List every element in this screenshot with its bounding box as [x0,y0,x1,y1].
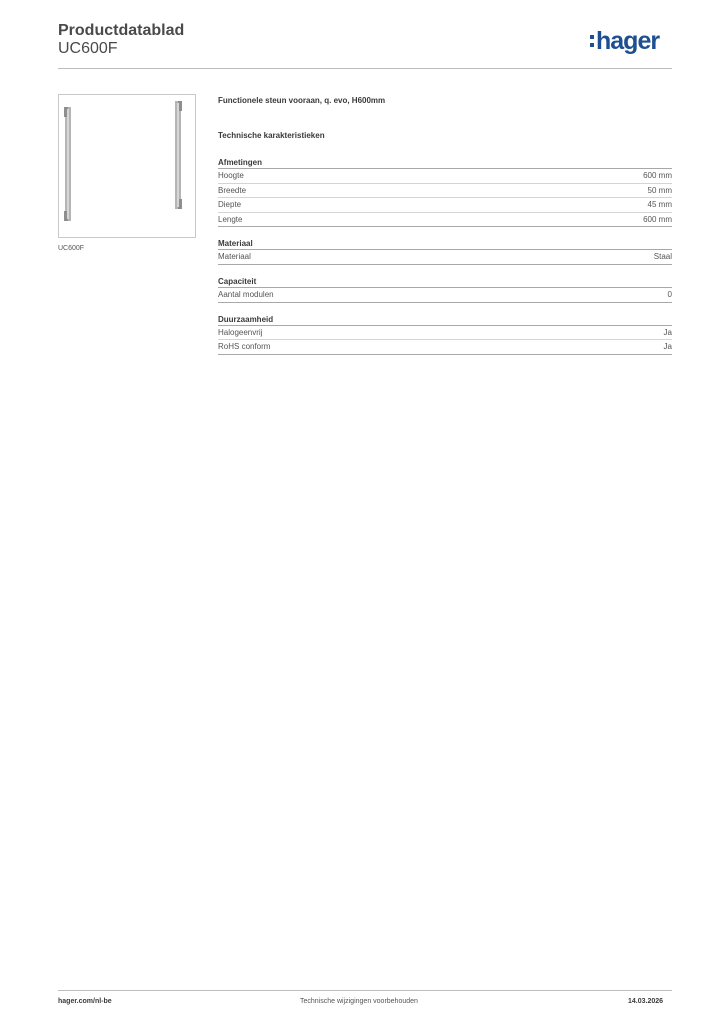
spec-label: RoHS conform [218,342,271,352]
logo-text: hager [596,26,660,55]
image-caption: UC600F [58,245,85,252]
spec-row [218,198,672,213]
product-image [58,94,196,238]
spec-value: Staal [653,252,672,262]
page-title: Productdatablad [58,22,185,39]
spec-label: Halogeenvrij [218,327,263,337]
hager-logo [590,28,659,54]
spec-value: Ja [663,342,672,352]
spec-value: 45 mm [647,200,672,210]
spec-value: 50 mm [647,185,672,195]
spec-group-title: Materiaal [218,237,672,250]
spec-row [218,340,672,355]
spec-value: 600 mm [643,171,672,180]
spec-row [218,184,672,199]
spec-row [218,288,672,303]
footer-date: 14.03.2026 [628,998,664,1005]
technical-characteristics-heading: Technische karakteristieken [218,131,325,140]
spec-group [218,313,672,355]
header-divider [58,68,672,69]
spec-value: 600 mm [643,214,672,224]
logo-dots-icon [590,35,594,47]
spec-label: Diepte [218,200,242,210]
spec-value: Ja [663,327,672,337]
spec-row [218,169,672,184]
spec-group [218,275,672,303]
spec-group-title: Afmetingen [218,156,672,169]
spec-value: 0 [667,289,672,299]
spec-group [218,237,672,265]
spec-group-title: Duurzaamheid [218,313,672,326]
spec-row [218,250,672,265]
spec-row [218,213,672,228]
product-rails-illustration [59,95,195,237]
footer-notice: Technische wijzigingen voorbehouden [300,998,418,1005]
footer-divider [58,990,672,991]
spec-row [218,326,672,341]
spec-group-title: Capaciteit [218,275,672,288]
spec-label: Lengte [218,214,243,224]
product-description: Functionele steun vooraan, q. evo, H600mm [218,96,386,105]
spec-label: Aantal modulen [218,289,274,299]
spec-label: Hoogte [218,171,244,180]
footer-website-link[interactable]: hager.com/nl-be [58,998,112,1005]
page-subtitle: UC600F [58,40,118,57]
spec-label: Materiaal [218,252,251,262]
spec-label: Breedte [218,185,247,195]
spec-table [218,156,672,365]
spec-group [218,156,672,227]
